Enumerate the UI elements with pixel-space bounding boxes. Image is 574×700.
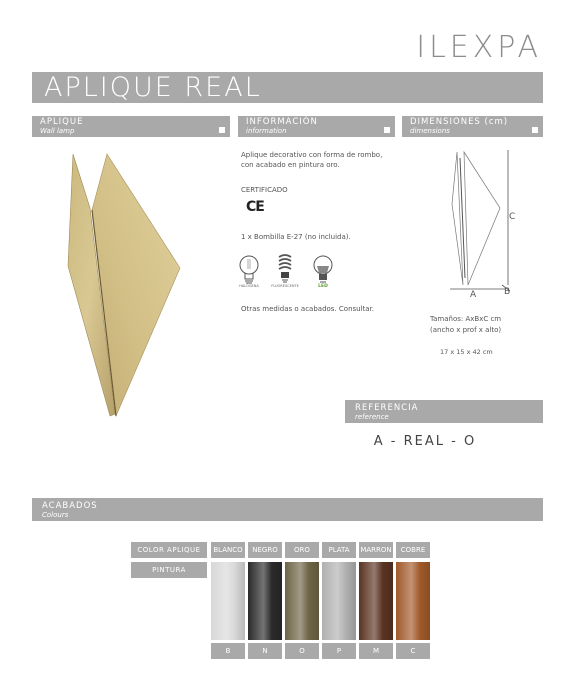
dimensions-value: 17 x 15 x 42 cm: [440, 348, 493, 356]
finish-name-2: ORO: [285, 542, 319, 558]
product-image: [60, 148, 185, 420]
product-title-bar: [32, 72, 543, 103]
dim-label-c: C: [509, 212, 516, 222]
finish-swatch-1: [248, 562, 282, 640]
pintura-label: PINTURA: [131, 562, 207, 578]
section-dimensiones-title: DIMENSIONES (cm): [410, 117, 509, 127]
other-text: Otras medidas o acabados. Consultar.: [241, 305, 375, 313]
finish-swatch-5: [396, 562, 430, 640]
finish-name-1: NEGRO: [248, 542, 282, 558]
finish-swatch-2: [285, 562, 319, 640]
finish-name-0: BLANCO: [211, 542, 245, 558]
reference-code: A - REAL - O: [373, 434, 477, 449]
finish-name-5: COBRE: [396, 542, 430, 558]
finish-code-0: B: [211, 643, 245, 659]
halogen-label: HALÓGENA: [239, 284, 259, 288]
color-aplique-label: COLOR APLIQUE: [131, 542, 207, 558]
finish-code-2: O: [285, 643, 319, 659]
finish-code-5: C: [396, 643, 430, 659]
dim-label-a: A: [470, 290, 477, 300]
description-line-1: Aplique decorativo con forma de rombo,: [241, 151, 383, 159]
finish-name-4: MARRON: [359, 542, 393, 558]
sizes-line-1: Tamaños: AxBxC cm: [430, 315, 502, 323]
section-dimensiones-header: [402, 116, 543, 137]
square-icon: [532, 127, 538, 133]
dim-label-b: B: [504, 287, 511, 297]
sizes-line-2: (ancho x prof x alto): [430, 326, 502, 334]
fluorescent-label: FLUORESCENTE: [271, 284, 299, 288]
dimension-diagram: [430, 148, 530, 298]
product-title: APLIQUE REAL: [44, 72, 262, 103]
section-dimensiones-subtitle: dimensions: [410, 127, 450, 135]
ce-mark: CE: [246, 199, 264, 215]
acabados-subtitle: Colours: [42, 511, 69, 519]
bulb-text: 1 x Bombilla E-27 (no incluida).: [241, 233, 351, 241]
finish-code-4: M: [359, 643, 393, 659]
section-aplique-subtitle: Wall lamp: [40, 127, 75, 135]
brand-logo: ILEXPA: [416, 30, 542, 65]
reference-title: REFERENCIA: [355, 403, 419, 413]
finish-code-1: N: [248, 643, 282, 659]
led-label: LED: [318, 284, 328, 289]
square-icon: [219, 127, 225, 133]
finish-swatch-0: [211, 562, 245, 640]
section-aplique-header: [32, 116, 230, 137]
acabados-title: ACABADOS: [42, 501, 98, 511]
reference-header: [345, 400, 543, 423]
section-informacion-header: [238, 116, 395, 137]
finish-swatch-3: [322, 562, 356, 640]
section-informacion-subtitle: information: [246, 127, 287, 135]
reference-subtitle: reference: [355, 413, 389, 421]
section-informacion-title: INFORMACIÓN: [246, 117, 318, 127]
section-aplique-title: APLIQUE: [40, 117, 84, 127]
square-icon: [384, 127, 390, 133]
finish-swatch-4: [359, 562, 393, 640]
finish-code-3: P: [322, 643, 356, 659]
acabados-header: [32, 498, 543, 521]
certificado-label: CERTIFICADO: [241, 186, 288, 194]
description-line-2: con acabado en pintura oro.: [241, 161, 340, 169]
finish-name-3: PLATA: [322, 542, 356, 558]
